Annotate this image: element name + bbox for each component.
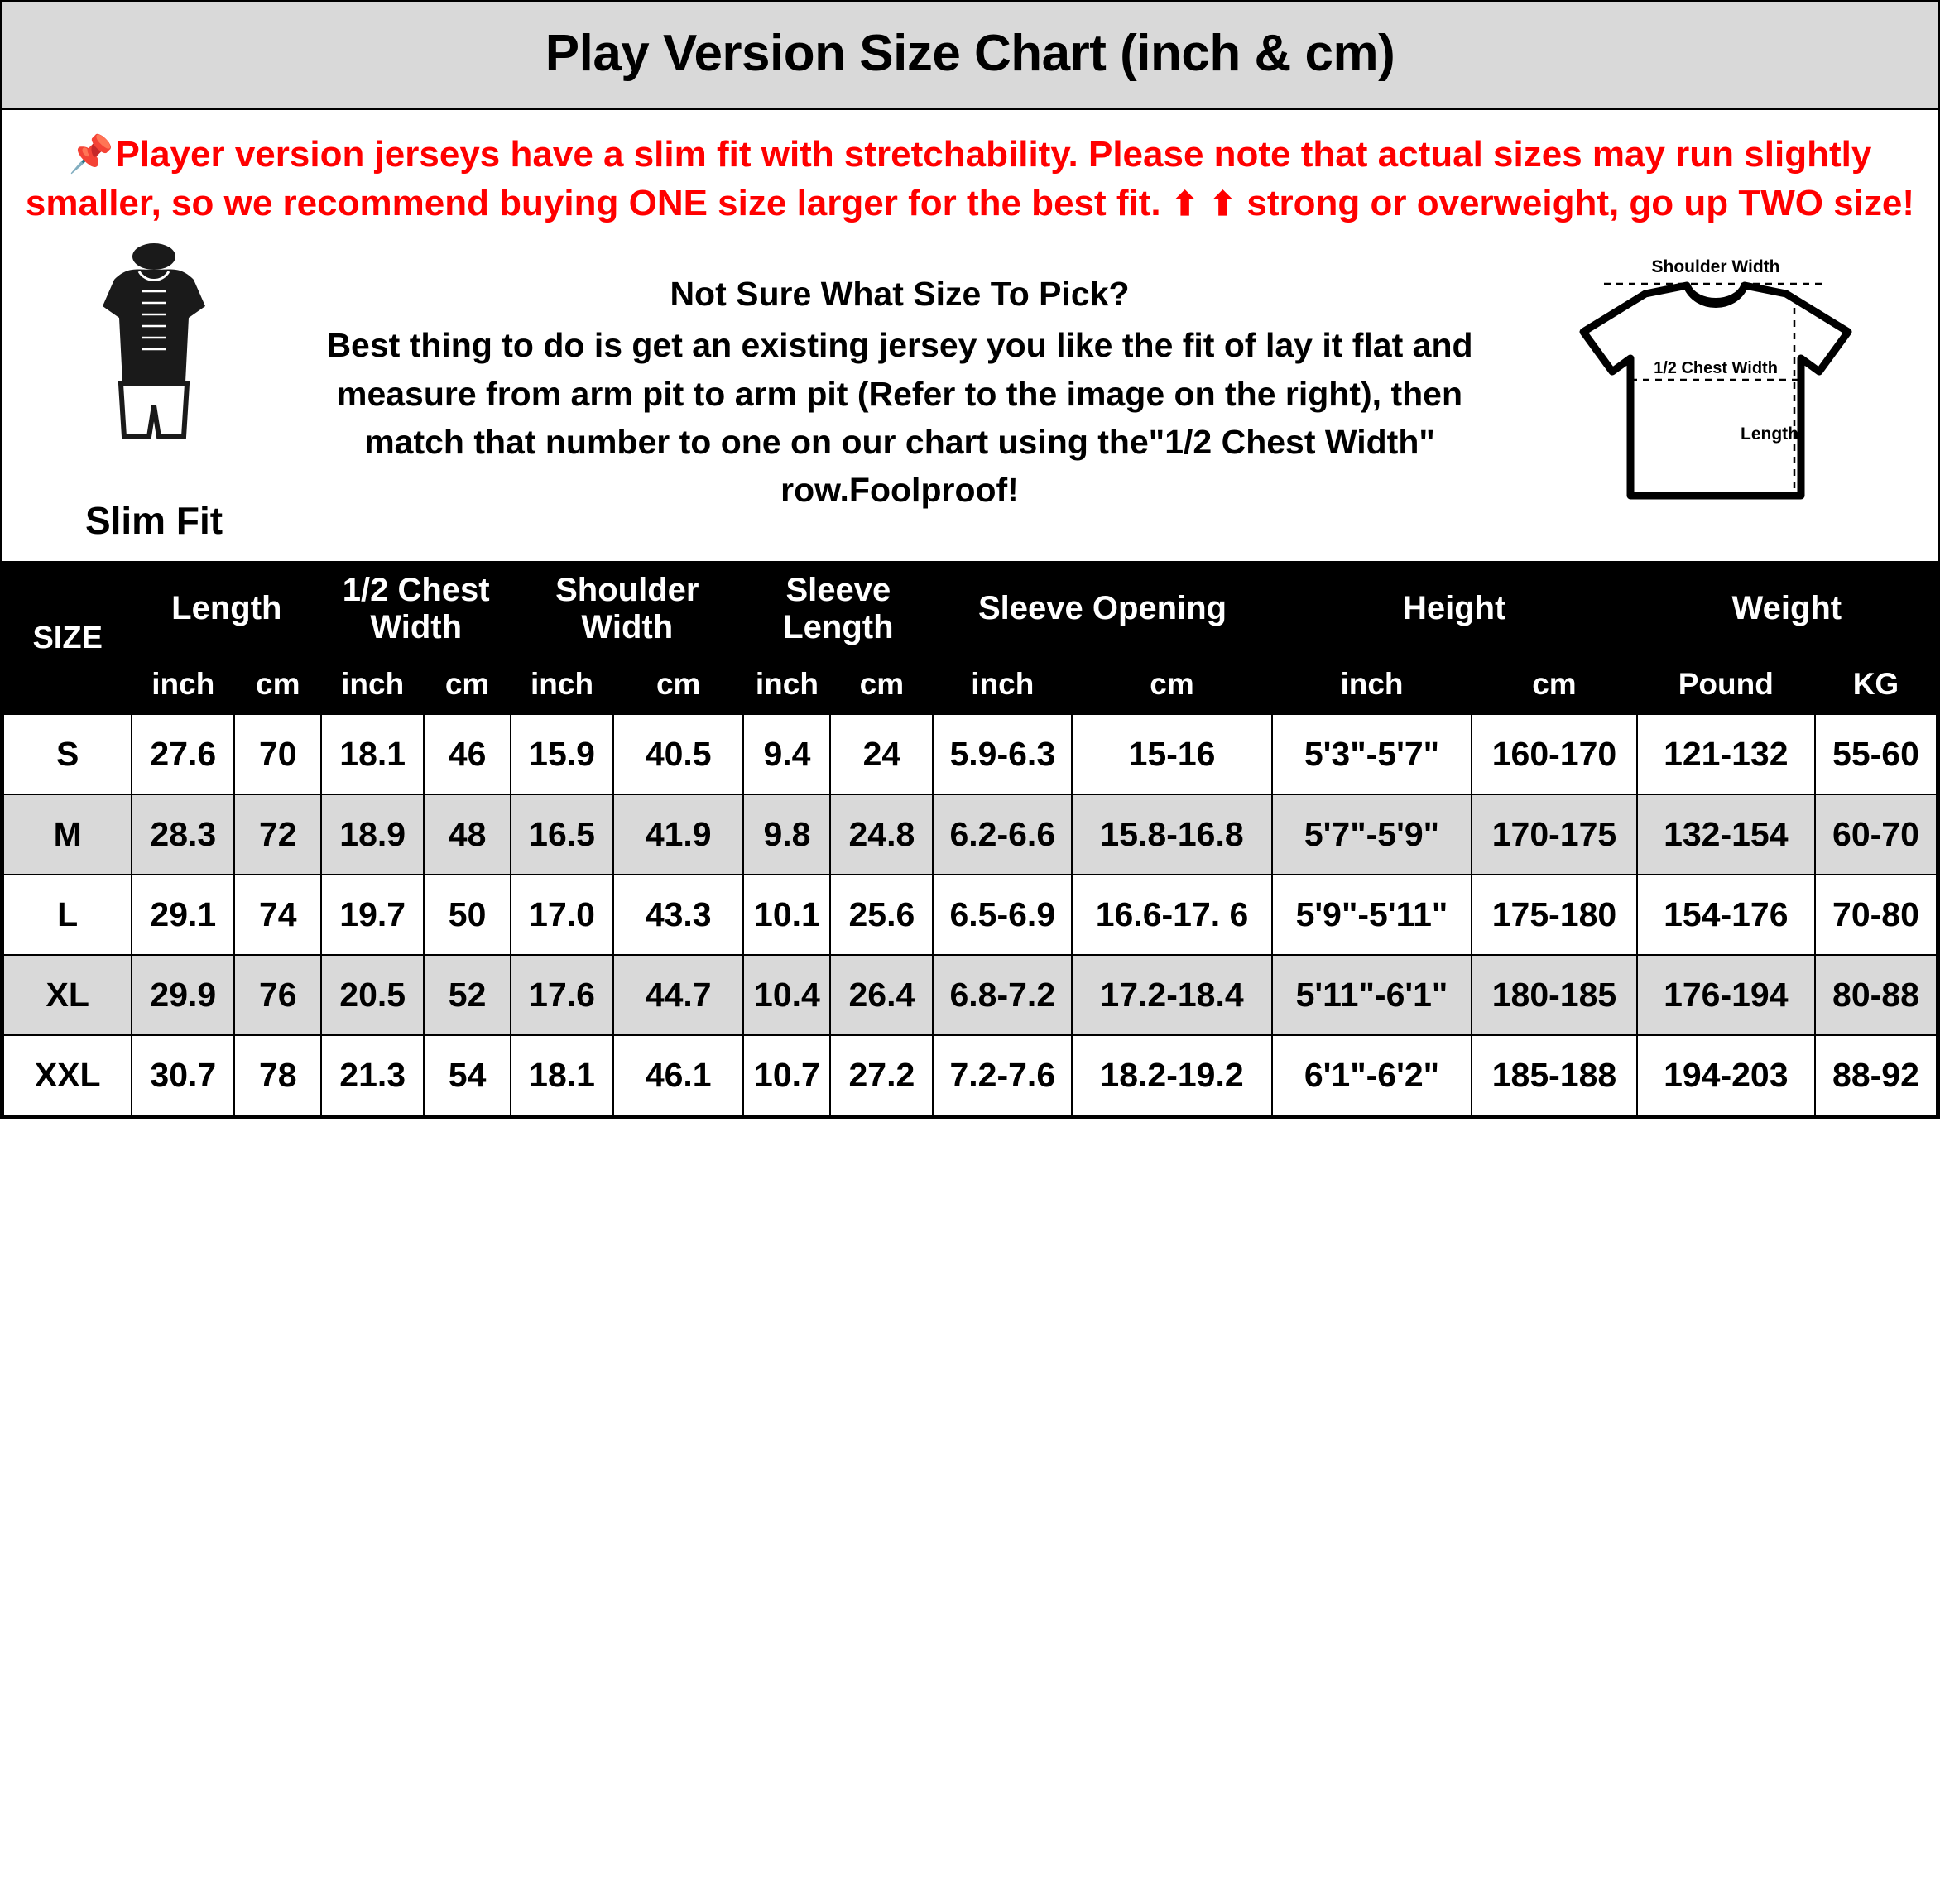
unit-height-cm: cm <box>1472 655 1636 713</box>
arrow-up-icon-1: ⬆ <box>1170 186 1199 223</box>
cell: 74 <box>234 875 321 955</box>
table-header-length: Length <box>132 562 321 655</box>
sizing-help-body: Best thing to do is get an existing jersey you like the fit of lay it flat and measure from arm pit to arm pit (Refer to the image on the right), then match that number to one on our chart using the"1/2 Chest Width" row.Foolproof! <box>326 326 1473 510</box>
unit-sleeve-opening-inch: inch <box>933 655 1072 713</box>
cell: 6.5-6.9 <box>933 875 1072 955</box>
slim-fit-figure <box>17 242 291 543</box>
table-row <box>3 955 1937 1035</box>
cell: 46.1 <box>613 1035 743 1115</box>
cell: 15.8-16.8 <box>1072 794 1271 875</box>
cell: 175-180 <box>1472 875 1636 955</box>
cell: 10.7 <box>743 1035 830 1115</box>
cell: 76 <box>234 955 321 1035</box>
table-header-size: SIZE <box>3 562 132 714</box>
cell: 17.0 <box>511 875 613 955</box>
chart-title-bar <box>2 2 1938 110</box>
cell: 55-60 <box>1815 714 1937 794</box>
cell: 25.6 <box>830 875 933 955</box>
cell: 132-154 <box>1637 794 1815 875</box>
unit-sleeve-opening-cm: cm <box>1072 655 1271 713</box>
cell: 18.1 <box>321 714 424 794</box>
unit-sleeve-length-cm: cm <box>830 655 933 713</box>
sizing-help-question: Not Sure What Size To Pick? <box>670 275 1130 314</box>
cell: 27.2 <box>830 1035 933 1115</box>
size-table <box>2 561 1938 1116</box>
info-band <box>2 237 1938 561</box>
cell: 15.9 <box>511 714 613 794</box>
table-header-height: Height <box>1272 562 1637 655</box>
cell: 52 <box>424 955 511 1035</box>
cell: 121-132 <box>1637 714 1815 794</box>
table-row <box>3 714 1937 794</box>
unit-sleeve-length-inch: inch <box>743 655 830 713</box>
cell: 24 <box>830 714 933 794</box>
table-header-half-chest-width: 1/2 Chest Width <box>321 562 511 655</box>
cell: 6'1"-6'2" <box>1272 1035 1472 1115</box>
cell: 17.2-18.4 <box>1072 955 1271 1035</box>
unit-chest-inch: inch <box>321 655 424 713</box>
table-row <box>3 794 1937 875</box>
table-header-units <box>3 655 1937 713</box>
row-size: XXL <box>3 1035 132 1115</box>
cell: 160-170 <box>1472 714 1636 794</box>
cell: 5'9"-5'11" <box>1272 875 1472 955</box>
cell: 80-88 <box>1815 955 1937 1035</box>
cell: 60-70 <box>1815 794 1937 875</box>
cell: 29.9 <box>132 955 234 1035</box>
cell: 43.3 <box>613 875 743 955</box>
table-header-sleeve-length: Sleeve Length <box>743 562 933 655</box>
cell: 54 <box>424 1035 511 1115</box>
slim-fit-body-icon <box>63 242 245 490</box>
slim-fit-label: Slim Fit <box>84 498 223 542</box>
cell: 88-92 <box>1815 1035 1937 1115</box>
cell: 29.1 <box>132 875 234 955</box>
cell: 10.4 <box>743 955 830 1035</box>
cell: 24.8 <box>830 794 933 875</box>
arrow-up-icon-2: ⬆ <box>1208 186 1237 223</box>
svg-text:Length: Length <box>1741 424 1798 444</box>
cell: 5'3"-5'7" <box>1272 714 1472 794</box>
tshirt-measurement-icon <box>1521 256 1910 529</box>
unit-length-inch: inch <box>132 655 234 713</box>
cell: 50 <box>424 875 511 955</box>
table-header-groups <box>3 562 1937 655</box>
unit-chest-cm: cm <box>424 655 511 713</box>
table-header-shoulder-width: Shoulder Width <box>511 562 743 655</box>
page-title: Play Version Size Chart (inch & cm) <box>545 25 1395 82</box>
cell: 10.1 <box>743 875 830 955</box>
cell: 21.3 <box>321 1035 424 1115</box>
cell: 18.1 <box>511 1035 613 1115</box>
cell: 7.2-7.6 <box>933 1035 1072 1115</box>
unit-shoulder-cm: cm <box>613 655 743 713</box>
cell: 20.5 <box>321 955 424 1035</box>
sizing-help-text <box>291 270 1509 514</box>
cell: 19.7 <box>321 875 424 955</box>
cell: 16.6-17. 6 <box>1072 875 1271 955</box>
cell: 72 <box>234 794 321 875</box>
cell: 6.8-7.2 <box>933 955 1072 1035</box>
row-size: XL <box>3 955 132 1035</box>
unit-shoulder-inch: inch <box>511 655 613 713</box>
cell: 6.2-6.6 <box>933 794 1072 875</box>
cell: 26.4 <box>830 955 933 1035</box>
cell: 18.9 <box>321 794 424 875</box>
cell: 185-188 <box>1472 1035 1636 1115</box>
unit-weight-kg: KG <box>1815 655 1937 713</box>
cell: 44.7 <box>613 955 743 1035</box>
cell: 9.4 <box>743 714 830 794</box>
svg-text:Shoulder Width: Shoulder Width <box>1651 257 1780 276</box>
row-size: L <box>3 875 132 955</box>
cell: 46 <box>424 714 511 794</box>
table-row <box>3 1035 1937 1115</box>
cell: 170-175 <box>1472 794 1636 875</box>
table-header-weight: Weight <box>1637 562 1937 655</box>
unit-height-inch: inch <box>1272 655 1472 713</box>
cell: 16.5 <box>511 794 613 875</box>
cell: 5'7"-5'9" <box>1272 794 1472 875</box>
notice-text-secondary: strong or overweight, go up TWO size! <box>1246 183 1915 224</box>
tshirt-measurement-figure <box>1509 256 1923 529</box>
cell: 30.7 <box>132 1035 234 1115</box>
cell: 180-185 <box>1472 955 1636 1035</box>
cell: 70-80 <box>1815 875 1937 955</box>
cell: 194-203 <box>1637 1035 1815 1115</box>
cell: 176-194 <box>1637 955 1815 1035</box>
cell: 27.6 <box>132 714 234 794</box>
cell: 154-176 <box>1637 875 1815 955</box>
unit-weight-pound: Pound <box>1637 655 1815 713</box>
cell: 15-16 <box>1072 714 1271 794</box>
cell: 9.8 <box>743 794 830 875</box>
cell: 28.3 <box>132 794 234 875</box>
cell: 78 <box>234 1035 321 1115</box>
svg-text:1/2 Chest Width: 1/2 Chest Width <box>1654 358 1778 377</box>
table-row <box>3 875 1937 955</box>
row-size: M <box>3 794 132 875</box>
row-size: S <box>3 714 132 794</box>
cell: 41.9 <box>613 794 743 875</box>
cell: 17.6 <box>511 955 613 1035</box>
cell: 5.9-6.3 <box>933 714 1072 794</box>
notice-text-primary: Player version jerseys have a slim fit with stretchability. Please note that actual sizes may run slightly smaller, so we recommend buying ONE size larger for the best fit. <box>25 134 1872 224</box>
sizing-notice <box>2 110 1938 237</box>
cell: 48 <box>424 794 511 875</box>
table-header-sleeve-opening: Sleeve Opening <box>933 562 1271 655</box>
cell: 18.2-19.2 <box>1072 1035 1271 1115</box>
pushpin-icon: 📌 <box>68 134 114 175</box>
unit-length-cm: cm <box>234 655 321 713</box>
cell: 5'11"-6'1" <box>1272 955 1472 1035</box>
cell: 70 <box>234 714 321 794</box>
cell: 40.5 <box>613 714 743 794</box>
